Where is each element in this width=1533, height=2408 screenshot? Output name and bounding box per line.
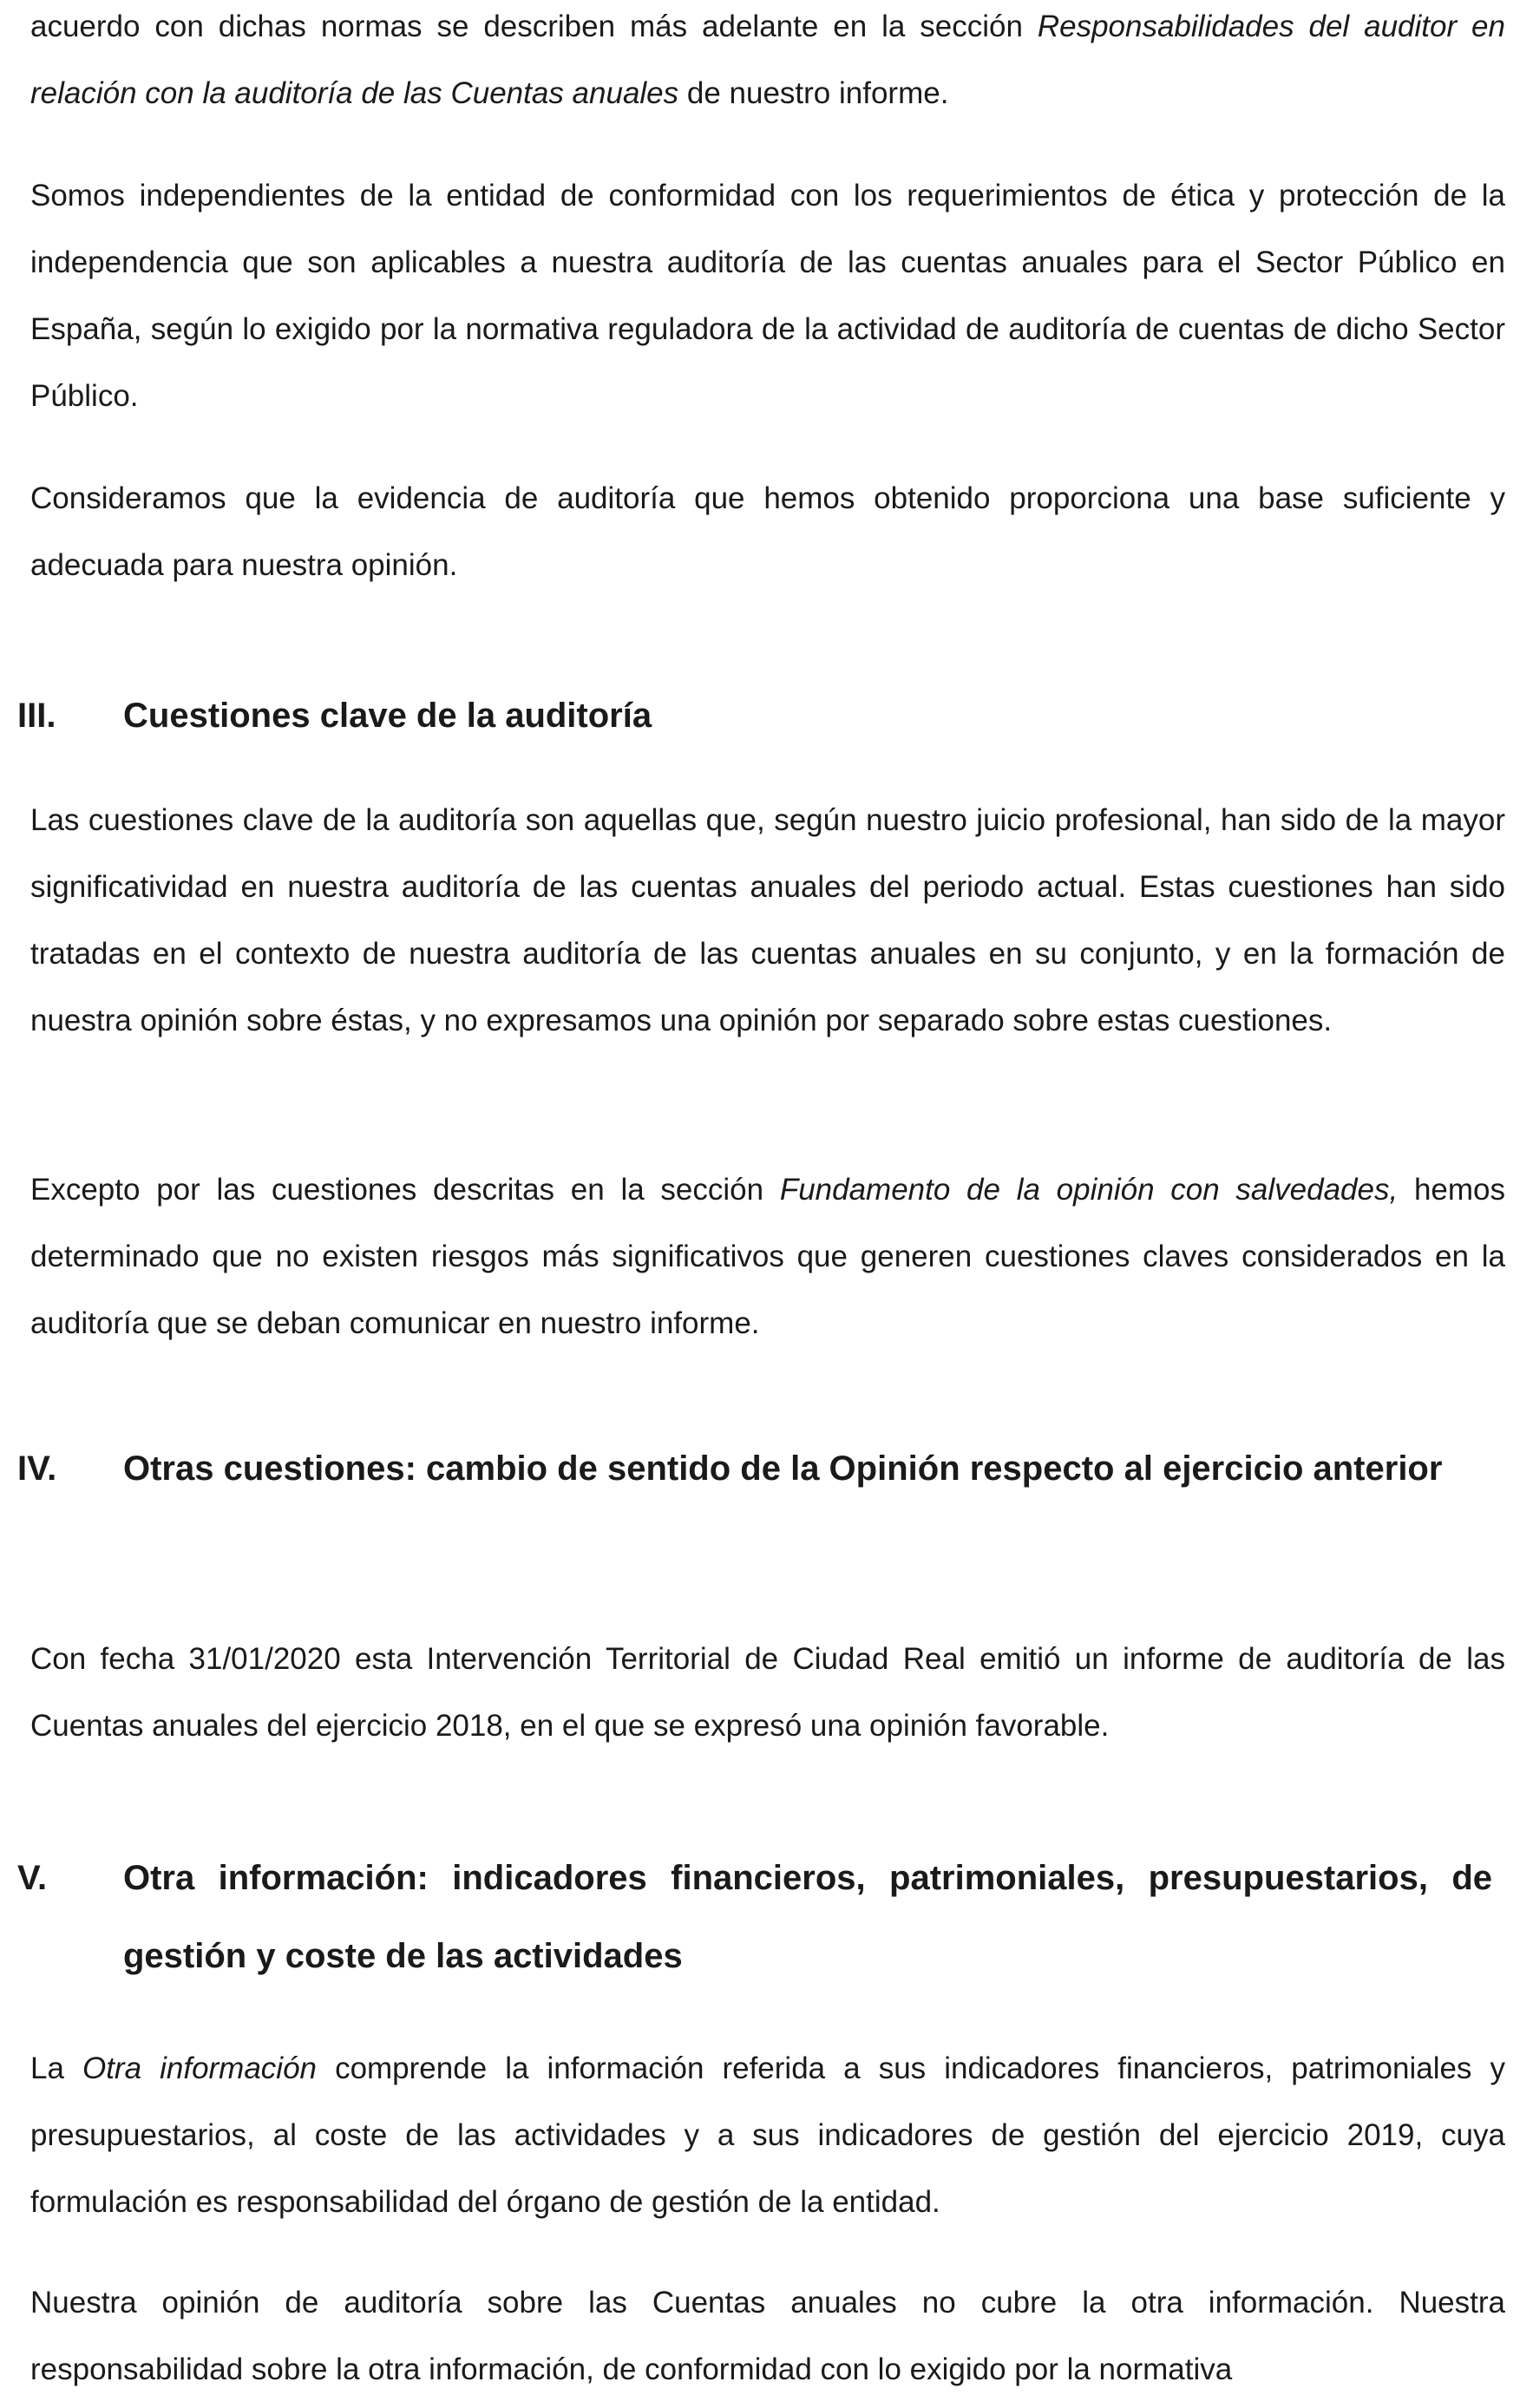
paragraph-text: La <box>30 2051 82 2085</box>
paragraph-previous-report: Con fecha 31/01/2020 esta Intervención Territorial de Ciudad Real emitió un informe de auditoría de las Cuentas anuales del ejercicio 2018, en el que se expresó una opinión favorable. <box>30 1642 1505 1743</box>
paragraph-text: Excepto por las cuestiones descritas en la sección <box>30 1173 780 1207</box>
paragraph-key-matters-definition: Las cuestiones clave de la auditoría son aquellas que, según nuestro juicio profesional, han sido de la mayor significatividad en nuestra auditoría de las cuentas anuales del periodo actual. Estas cuestiones han sido tratadas en el contexto de nuestra auditoría de las cuentas anuales en su conjunto, y en la formación de nuestra opinión sobre éstas, y no expresamos una opinión por separado sobre estas cuestiones. <box>30 803 1505 1037</box>
section-number: IV. <box>17 1449 57 1488</box>
paragraph-opinion-scope: Nuestra opinión de auditoría sobre las Cuentas anuales no cubre la otra información. Nuestra responsabilidad sobre la otra información, de conformidad con lo exigido por la normativa <box>30 2286 1505 2386</box>
section-title: Otra información: indicadores financieros, patrimoniales, presupuestarios, de gestión y coste de las actividades <box>123 1859 1492 1975</box>
paragraph-other-information <box>30 2035 1505 2235</box>
paragraph-key-matters-exception <box>30 1156 1505 1357</box>
paragraph-text: de nuestro informe. <box>678 76 949 110</box>
section-number: V. <box>17 1859 48 1897</box>
section-title: Otras cuestiones: cambio de sentido de la Opinión respecto al ejercicio anterior <box>123 1449 1443 1488</box>
section-heading-other-information <box>17 1839 1492 1995</box>
section-number: III. <box>17 697 56 735</box>
paragraph-independence: Somos independientes de la entidad de conformidad con los requerimientos de ética y protección de la independencia que son aplicables a nuestra auditoría de las cuentas anuales para el Sector Público en España, según lo exigido por la normativa reguladora de la actividad de auditoría de cuentas de dicho Sector Público. <box>30 179 1505 413</box>
section-reference-italic: Fundamento de la opinión con salvedades, <box>779 1173 1399 1207</box>
section-heading-key-matters <box>17 677 1492 755</box>
section-title: Cuestiones clave de la auditoría <box>123 697 652 735</box>
paragraph-evidence: Consideramos que la evidencia de auditoría que hemos obtenido proporciona una base suficiente y adecuada para nuestra opinión. <box>30 481 1505 582</box>
paragraph-text: hemos determinado que no existen riesgos más significativos que generen cuestiones claves considerados en la auditoría que se deban comunicar en nuestro informe. <box>30 1173 1505 1340</box>
paragraph-standards-reference <box>30 0 1505 127</box>
paragraph-text: comprende la información referida a sus indicadores financieros, patrimoniales y presupuestarios, al coste de las actividades y a sus indicadores de gestión del ejercicio 2019, cuya formulación es responsabilidad del órgano de gestión de la entidad. <box>30 2051 1505 2219</box>
section-heading-other-matters <box>17 1430 1492 1508</box>
paragraph-text: acuerdo con dichas normas se describen más adelante en la sección <box>30 10 1038 43</box>
term-italic: Otra información <box>82 2051 318 2085</box>
section-reference-italic: Responsabilidades del auditor en relación con la auditoría de las Cuentas anuales <box>30 10 1505 110</box>
